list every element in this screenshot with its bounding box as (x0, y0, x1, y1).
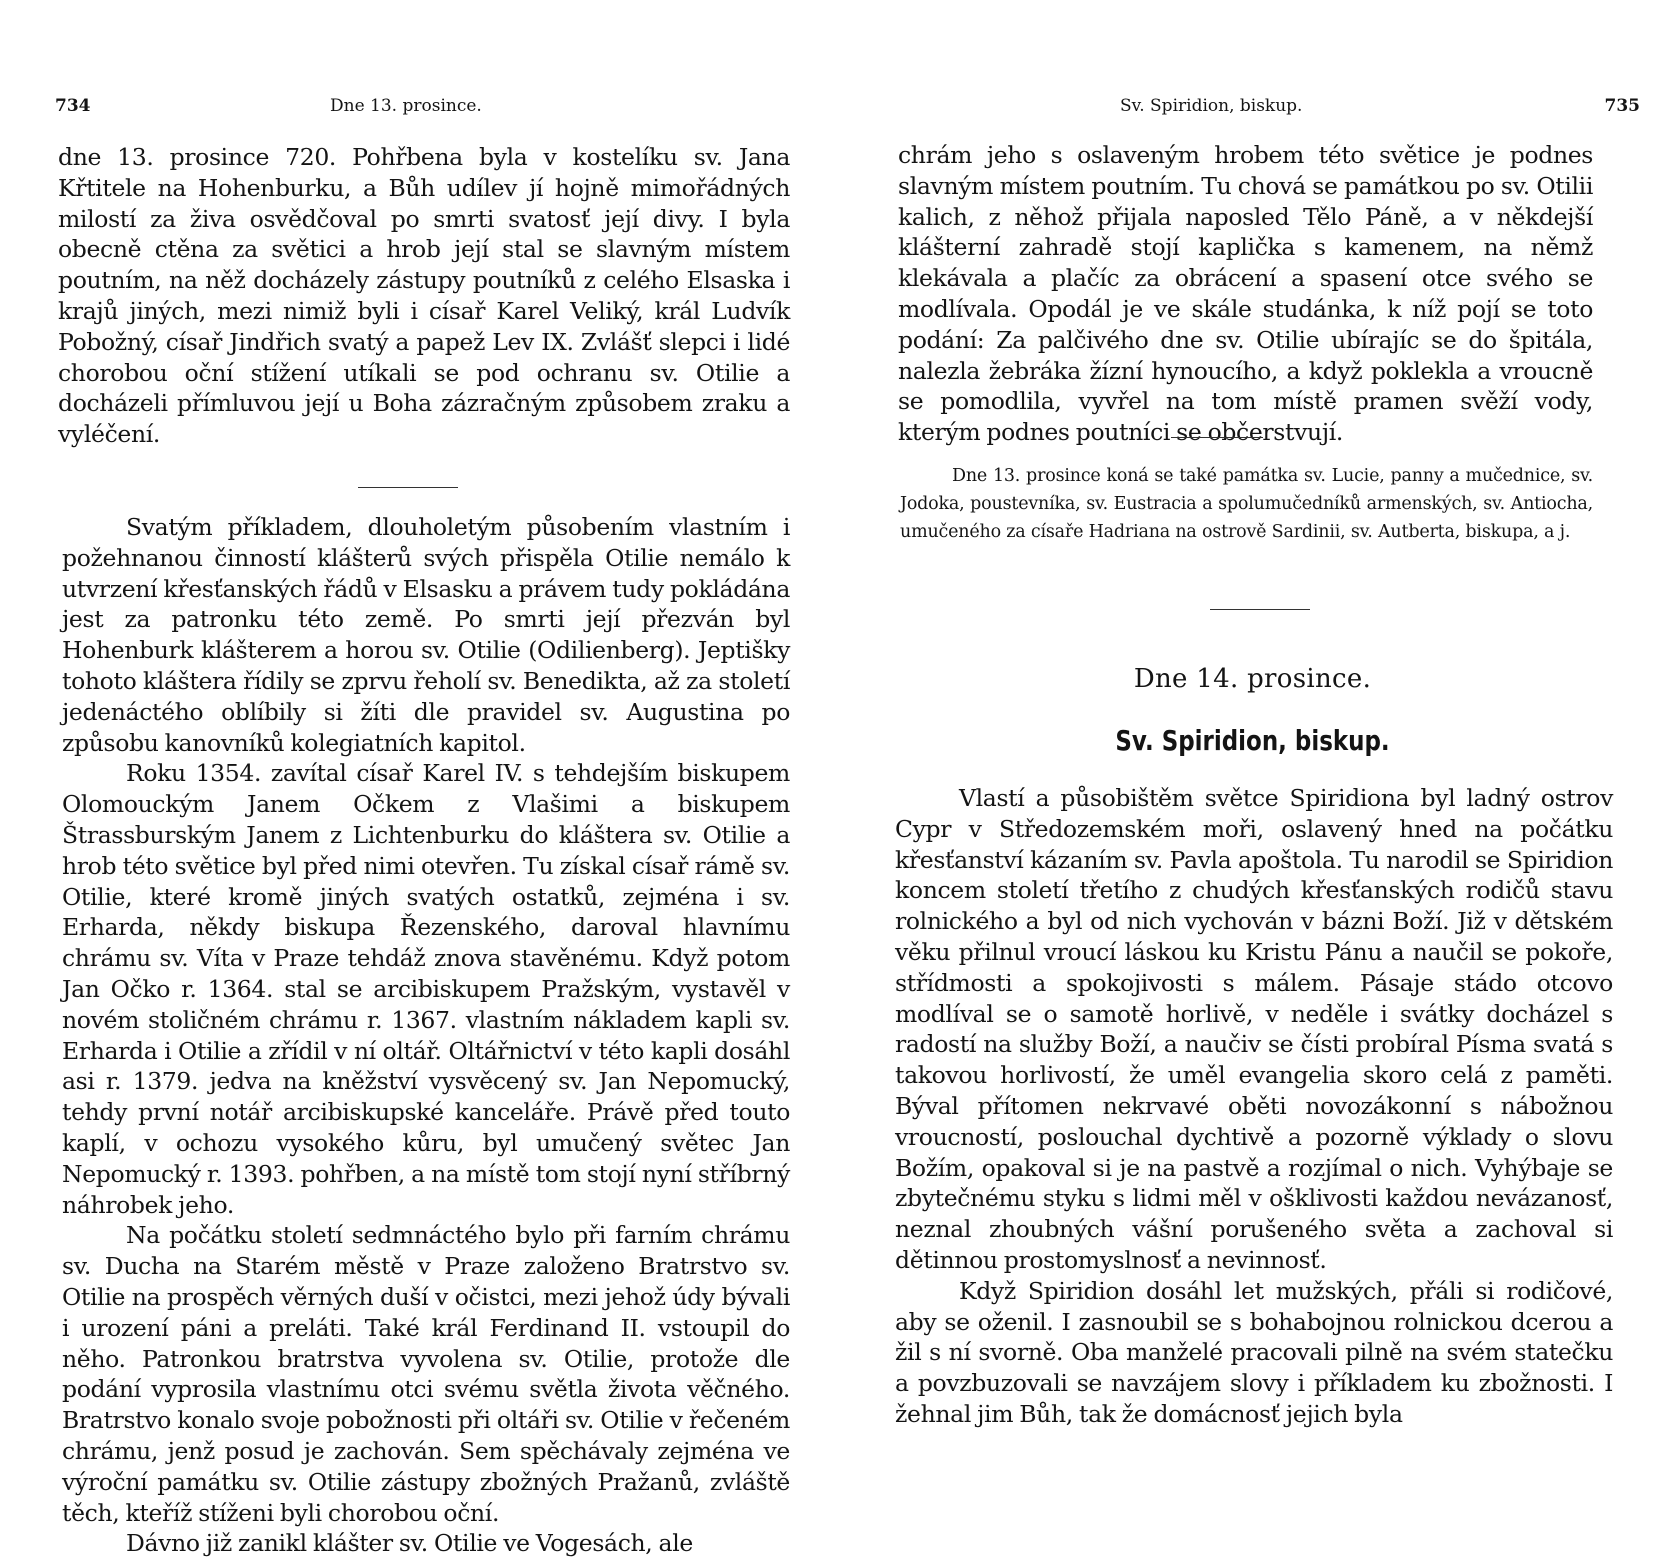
left-text-block-2 (62, 512, 790, 1559)
running-head-left (55, 96, 785, 122)
running-head-right (865, 96, 1640, 122)
right-page (835, 0, 1670, 1500)
right-text-block-1 (898, 140, 1593, 448)
paragraph: Roku 1354. zavítal císař Karel IV. s tehdejším biskupem Olomouckým Janem Očkem z Vlašimi a biskupem Štrassburským Janem z Lichtenburku do kláštera sv. Otilie a hrob této světice byl před nimi otevřen. Tu získal císař rámě sv. Otilie, které kromě jiných svatých ostatků, zejména i sv. Erharda, někdy biskupa Řezenského, daroval hlavnímu chrámu sv. Víta v Praze tehdáž znova stavěnému. Když potom Jan Očko r. 1364. stal se arcibiskupem Pražským, vystavěl v novém stoličném chrámu r. 1367. vlastním nákladem kapli sv. Erharda i Otilie a zřídil v ní oltář. Oltářnictví v této kapli dosáhl asi r. 1379. jedva na kněžství vysvěcený sv. Jan Nepomucký, tehdy první notář arcibiskupské kanceláře. Právě před touto kaplí, v ochozu vysokého kůru, byl umučený světec Jan Nepomucký r. 1393. pohřben, a na místě tom stojí nyní stříbrný náhrobek jeho. (62, 759, 790, 1219)
section-divider (1210, 609, 1310, 610)
paragraph: Svatým příkladem, dlouholetým působením vlastním i požehnanou činností klášterů svých přispěla Otilie nemálo k utvrzení křesťanských řádů v Elsasku a právem tudy pokládána jest za patronku této země. Po smrti její přezván byl Hohenburk klášterem a horou sv. Otilie (Odilienberg). Jeptišky tohoto kláštera řídily se zprvu řeholí sv. Benedikta, až za století jedenáctého oblíbily si žíti dle pravidel sv. Augustina po způsobu kanovníků kolegiatních kapitol. (62, 513, 790, 757)
paragraph: Dne 13. prosince koná se také památka sv. Lucie, panny a mučednice, sv. Jodoka, poustevníka, sv. Eustracia a spolumučedníků armenských, sv. Antiocha, umučeného za císaře Hadriana na ostrově Sardinii, sv. Autberta, biskupa, a j. (900, 466, 1593, 542)
running-title-right: Sv. Spiridion, biskup. (1120, 96, 1303, 116)
paragraph: Dávno již zanikl klášter sv. Otilie ve Vogesách, ale (126, 1529, 693, 1558)
section-title-heading: Sv. Spiridion, biskup. (1115, 724, 1390, 757)
section-date-heading: Dne 14. prosince. (1133, 664, 1372, 694)
section-divider (358, 487, 458, 488)
page-number-left: 734 (55, 96, 91, 116)
paragraph: chrám jeho s oslaveným hrobem této světice je podnes slavným místem poutním. Tu chová se památkou po sv. Otilii kalich, z něhož přijala naposled Tělo Páně, a v někdejší klášterní zahradě stojí kaplička s kamenem, na němž klekávala a plačíc za obrácení a spasení otce svého se modlívala. Opodál je ve skále studánka, k níž pojí se toto podání: Za palčivého dne sv. Otilie ubírajíc se do špitála, nalezla žebráka žízní hynoucího, a když pokleklа a vroucně se pomodlila, vyvřel na tom místě pramen svěží vody, kterým podnes poutníci se občerstvují. (898, 141, 1593, 447)
page-number-right: 735 (1604, 96, 1640, 116)
left-text-block-1 (58, 142, 790, 450)
paragraph: Vlastí a působištěm světce Spiridiona byl ladný ostrov Cypr v Středozemském moři, oslavený hned na počátku křesťanství kázaním sv. Pavla apoštola. Tu narodil se Spiridion koncem století třetího z chudých křesťanských rodičů stavu rolnického a byl od nich vychován v bázni Boží. Již v dětském věku přilnul vroucí láskou ku Kristu Pánu a naučil se pokoře, střídmosti a spokojivosti s málem. Pásaje stádo otcovo modlíval se o samotě horlivě, v neděle i svátky docházel s radostí na služby Boží, a naučiv se čísti probíral Písma svatá s takovou horlivostí, že uměl evangelia skoro celá z paměti. Býval přítomen nekrvavé oběti novozákonní s nábožnou vroucností, poslouchal dychtivě a pozorně výklady o slovu Božím, opakoval si je na pastvě a rozjímal o nich. Vyhýbaje se zbytečnému styku s lidmi měl v ošklivosti každou nevázanosť, neznal zhoubných vášní porušeného světa a zachoval si dětinnou prostomyslnosť a nevinnosť. (895, 784, 1613, 1274)
paragraph: Když Spiridion dosáhl let mužských, přáli si rodičové, aby se oženil. I zasnoubil se s bohabojnou rolnickou dcerou a žil s ní svorně. Oba manželé pracovali pilně na svém statečku a povzbuzovali se navzájem slovy i příkladem ku zbožnosti. I žehnal jim Bůh, tak že domácnosť jejich byla (895, 1276, 1613, 1428)
running-title-left: Dne 13. prosince. (330, 96, 482, 116)
left-page (0, 0, 835, 1558)
paragraph: dne 13. prosince 720. Pohřbena byla v kostelíku sv. Jana Křtitele na Hohenburku, a Bůh udílev jí hojně mimořádných milostí za živa osvědčoval po smrti svatosť její divy. I byla obecně ctěna za světici a hrob její stal se slavným místem poutním, na něž docházely zástupy poutníků z celého Elsaska i krajů jiných, mezi nimiž byli i císař Karel Veliký, král Ludvík Pobožný, císař Jindřich svatý a papež Lev IX. Zvlášť slepci i lidé chorobou oční stížení utíkali se pod ochranu sv. Otilie a docházeli přímluvou její u Boha zázračným způsobem zraku a vyléčení. (58, 143, 790, 449)
right-text-block-2 (895, 783, 1613, 1430)
section-divider (1171, 437, 1263, 438)
commemoration-note (900, 462, 1593, 546)
paragraph: Na počátku století sedmnáctého bylo při farním chrámu sv. Ducha na Starém městě v Praze založeno Bratrstvo sv. Otilie na prospěch věrných duší v očistci, mezi jehož údy bývali i urození páni a preláti. Také král Ferdinand II. vstoupil do něho. Patronkou bratrstva vyvolena sv. Otilie, protože dle podání vyprosila vlastnímu otci svému světla života věčného. Bratrstvo konalo svoje pobožnosti při oltáři sv. Otilie v řečeném chrámu, jenž posud je zachován. Sem spěchávaly zejména ve výroční památku sv. Otilie zástupy zbožných Pražanů, zvláště těch, kteříž stíženi byli chorobou oční. (62, 1221, 790, 1527)
